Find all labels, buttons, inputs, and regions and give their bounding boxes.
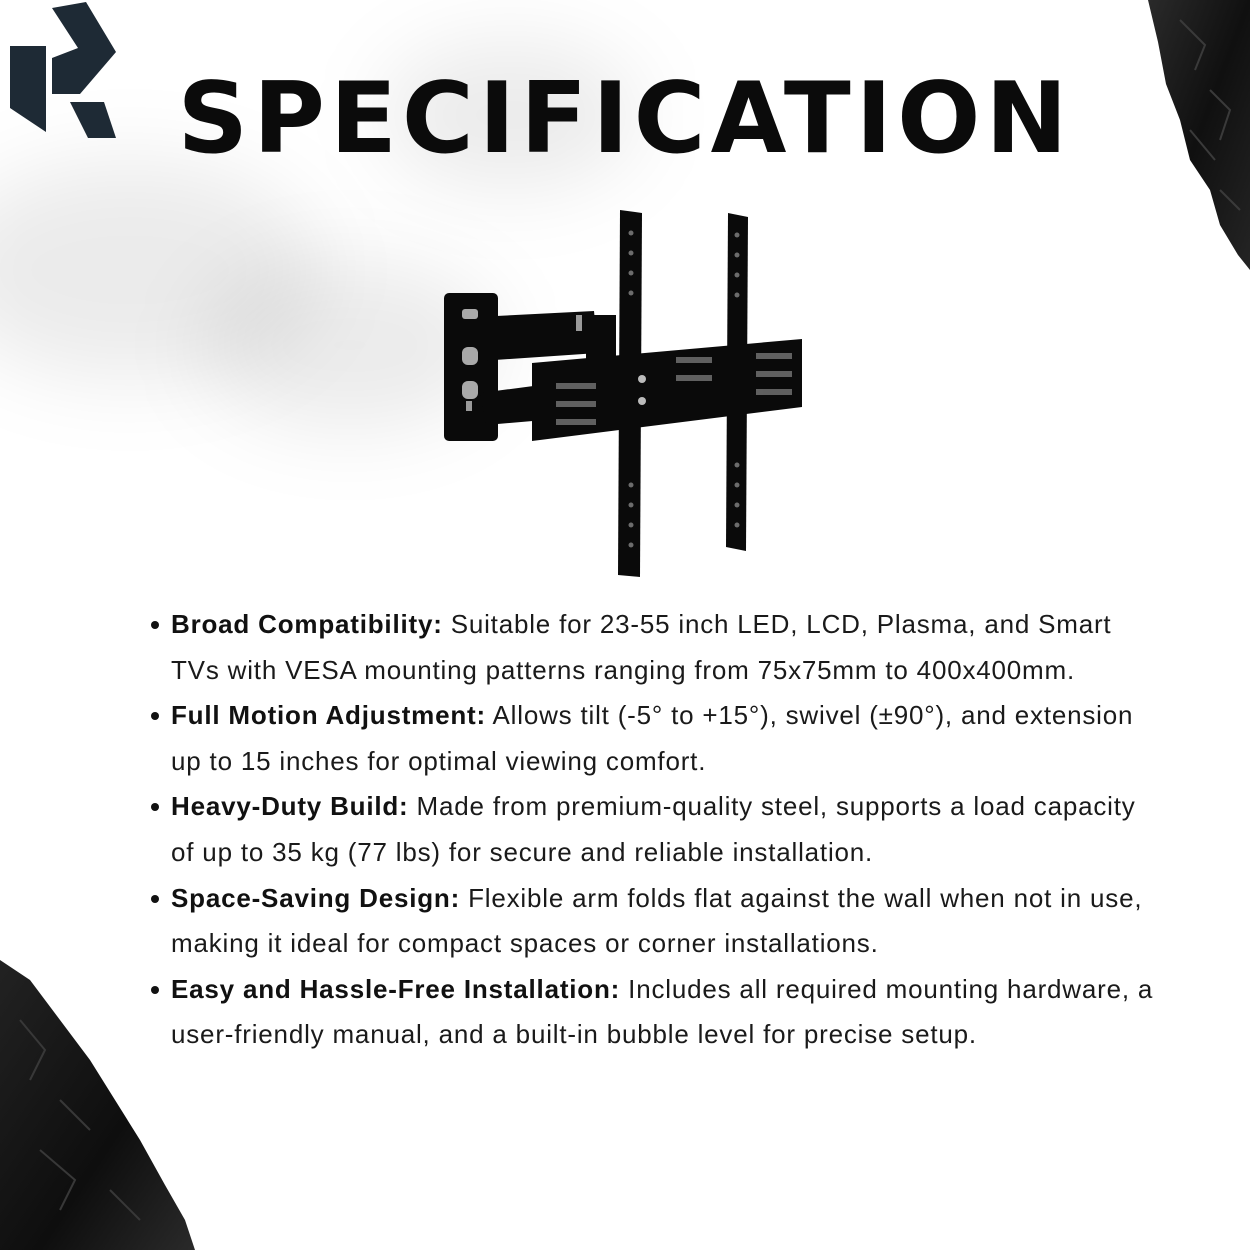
spec-label: Broad Compatibility: [171, 609, 443, 639]
spec-label: Space-Saving Design: [171, 882, 461, 913]
spec-text: Includes all required mounting hardware, a user-friendly manual, and a built-in bubble level for precise setup. [171, 973, 1154, 1050]
spec-text: Flexible arm folds flat against the wall when not in use, making it ideal for compact spaces or corner installations. [171, 882, 1143, 959]
spec-item-compatibility [171, 602, 1161, 693]
tv-wall-mount-bracket-icon [436, 205, 808, 583]
spec-text: Made from premium-quality steel, supports a load capacity of up to 35 kg (77 lbs) for secure and reliable installation. [171, 791, 1136, 867]
spec-label: Easy and Hassle-Free Installation: [171, 973, 621, 1004]
spec-text: Allows tilt (-5° to +15°), swivel (±90°), and extension up to 15 inches for optimal viewing comfort. [171, 700, 1134, 776]
spec-label: Heavy-Duty Build: [171, 791, 409, 822]
spec-label: Full Motion Adjustment: [171, 700, 486, 731]
spec-item-installation [171, 967, 1161, 1058]
spec-list [148, 602, 1161, 1058]
spec-item-build [171, 784, 1161, 875]
page-title: SPECIFICATION [177, 62, 1073, 176]
spec-item-design [171, 876, 1161, 967]
spec-item-motion [171, 693, 1161, 784]
spec-text: Suitable for 23-55 inch LED, LCD, Plasma, and Smart TVs with VESA mounting patterns ranging from 75x75mm to 400x400mm. [171, 609, 1112, 685]
